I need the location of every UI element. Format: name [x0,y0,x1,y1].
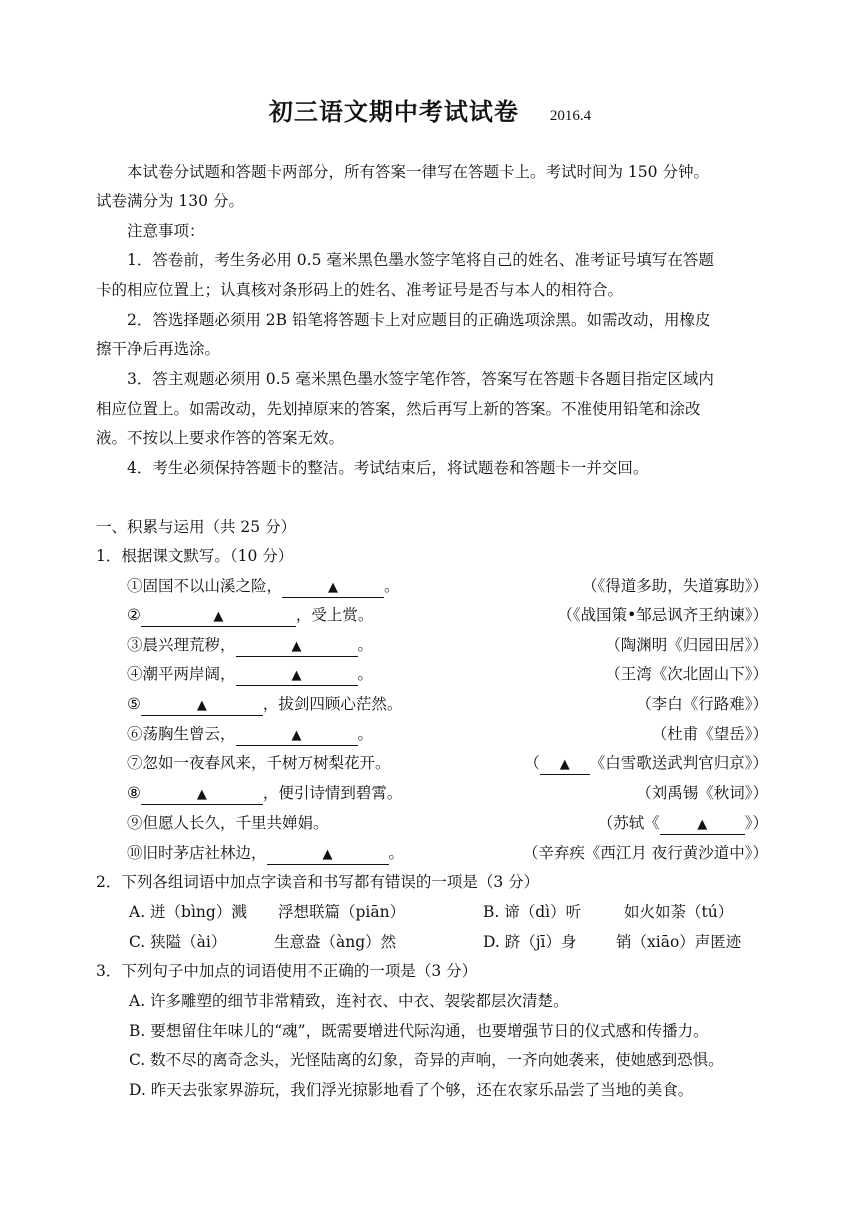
answer-blank: ▲ [236,725,358,746]
recitation-item: ② ▲ ，受上赏。 [127,605,373,627]
question-stem: 1．根据课文默写。（10 分） [96,547,294,565]
choice-c-1: C. 狭隘（ài） [129,933,227,951]
source-citation: （陶渊明《归园田居》） [605,636,768,654]
notice-line: 4．考生必须保持答题卡的整洁。考试结束后，将试题卷和答题卡一并交回。 [127,459,649,477]
notice-line: 相应位置上。如需改动，先划掉原来的答案，然后再写上新的答案。不准使用铅笔和涂改 [96,400,701,418]
recitation-item: ⑩旧时茅店社林边， ▲ 。 [127,843,404,865]
notice-line: 1．答卷前，考生务必用 0.5 毫米黑色墨水签字笔将自己的姓名、准考证号填写在答题 [127,251,714,269]
source-citation: （苏轼《 ▲ 》） [598,813,768,835]
answer-blank: ▲ [236,636,358,657]
question-stem: 3．下列句子中加点的词语使用不正确的一项是（3 分） [96,962,478,980]
answer-blank: ▲ [540,754,590,775]
notice-line: 液。不按以上要求作答的答案无效。 [96,429,345,447]
source-citation: （《得道多助，失道寡助》） [581,577,768,595]
notice-line: 卡的相应位置上；认真核对条形码上的姓名、准考证号是否与本人的相符合。 [96,281,624,299]
answer-blank: ▲ [267,844,389,865]
notice-line: 2．答选择题必须用 2B 铅笔将答题卡上对应题目的正确选项涂黑。如需改动，用橡皮 [127,311,711,329]
choice-b: B. 要想留住年味儿的“魂”，既需要增进代际沟通，也要增强节日的仪式感和传播力。 [129,1022,709,1040]
source-citation: （李白《行路难》） [636,695,768,713]
answer-blank: ▲ [141,695,263,716]
choice-b-1: B. 谛（dì）听 [483,903,582,921]
answer-blank: ▲ [141,606,296,627]
source-citation: （辛弃疾《西江月 夜行黄沙道中》） [522,844,768,862]
choice-c: C. 数不尽的离奇念头，光怪陆离的幻象，奇异的声响，一齐向她袭来，使她感到恐惧。 [129,1051,724,1069]
choice-d-1: D. 跻（jī）身 [483,933,577,951]
title-row [0,92,860,127]
source-citation: （刘禹锡《秋词》） [636,784,768,802]
recitation-item: ④潮平两岸阔， ▲ 。 [127,664,373,686]
answer-blank: ▲ [141,784,263,805]
choice-a-1: A. 迸（bìng）溅 [129,903,247,921]
source-citation: （王湾《次北固山下》） [605,665,768,683]
choice-a-2: 浮想联篇（piān） [278,903,406,921]
recitation-item: ⑧ ▲ ，便引诗情到碧霄。 [127,783,402,805]
question-stem: 2．下列各组词语中加点字读音和书写都有错误的一项是（3 分） [96,873,540,891]
exam-date: 2016.4 [549,108,592,124]
recitation-item: ⑥荡胸生曾云， ▲ 。 [127,724,373,746]
choice-d-2: 销（xiāo）声匿迹 [616,933,742,951]
answer-blank: ▲ [282,577,384,598]
recitation-item: ⑤ ▲ ，拔剑四顾心茫然。 [127,694,402,716]
notice-heading: 注意事项： [127,222,205,240]
choice-a: A. 许多雕塑的细节非常精致，连衬衣、中衣、袈裟都层次清楚。 [129,992,569,1010]
recitation-item: ⑨但愿人长久，千里共婵娟。 [127,814,329,832]
recitation-item: ③晨兴理荒秽， ▲ 。 [127,635,373,657]
source-citation: （《战国策•邹忌讽齐王纳谏》） [557,606,768,624]
recitation-item: ①固国不以山溪之险， ▲ 。 [127,576,400,598]
notice-line: 擦干净后再选涂。 [96,340,221,358]
section-heading: 一、积累与运用（共 25 分） [96,518,297,536]
notice-line: 3．答主观题必须用 0.5 毫米黑色墨水签字笔作答，答案写在答题卡各题目指定区域内 [127,370,714,388]
recitation-item: ⑦忽如一夜春风来，千树万树梨花开。 [127,754,391,772]
source-citation: （ ▲ 《白雪歌送武判官归京》） [524,753,768,775]
page-title: 初三语文期中考试试卷 [268,97,519,126]
choice-b-2: 如火如荼（tú） [624,903,734,921]
choice-c-2: 生意盎（àng）然 [274,933,397,951]
intro-line: 本试卷分试题和答题卡两部分，所有答案一律写在答题卡上。考试时间为 150 分钟。 [127,163,709,181]
source-citation: （杜甫《望岳》） [651,725,768,743]
intro-line: 试卷满分为 130 分。 [96,192,244,210]
choice-d: D. 昨天去张家界游玩，我们浮光掠影地看了个够，还在农家乐品尝了当地的美食。 [129,1081,694,1099]
answer-blank: ▲ [236,665,358,686]
answer-blank: ▲ [660,814,745,835]
